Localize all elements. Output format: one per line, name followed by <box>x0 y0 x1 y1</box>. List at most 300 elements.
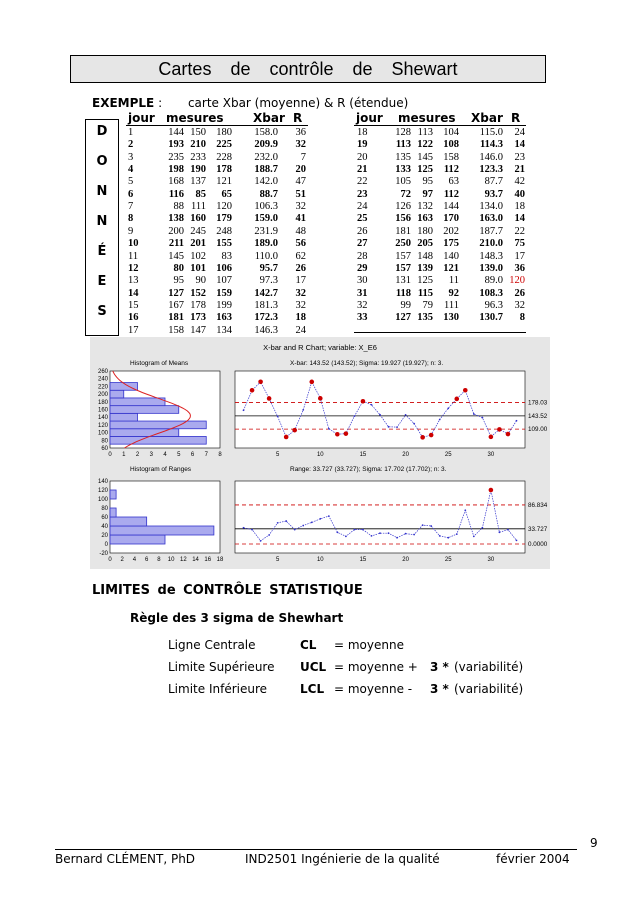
cell-m2: 97 <box>422 188 433 200</box>
hist-bar <box>110 490 116 499</box>
cell-m2: 163 <box>417 213 433 225</box>
cell-xbar: 159.0 <box>254 213 278 225</box>
data-point <box>413 534 415 536</box>
cell-r: 32 <box>295 287 306 299</box>
cell-m1: 200 <box>168 225 184 237</box>
cell-m1: 118 <box>395 287 411 299</box>
cell-xbar: 146.0 <box>479 151 503 163</box>
data-point <box>422 524 424 526</box>
hist-ytick-label: 260 <box>97 369 108 375</box>
cell-m3: 140 <box>443 250 459 262</box>
cell-xbar: 231.9 <box>254 225 278 237</box>
page-title: Cartes de contrôle de Shewart <box>70 55 546 83</box>
data-point <box>243 409 245 411</box>
control-chart-panel <box>90 337 550 569</box>
cell-m1: 127 <box>395 312 411 324</box>
cell-m1: 126 <box>395 201 411 213</box>
cell-m3: 121 <box>216 176 232 188</box>
hist-ytick-label: 120 <box>97 488 108 494</box>
hist-bar <box>110 390 124 398</box>
cell-xbar: 115.0 <box>479 127 503 138</box>
data-point <box>328 428 330 430</box>
hist-xtick-label: 5 <box>177 452 181 458</box>
hist-xtick-label: 12 <box>179 557 187 563</box>
cell-m1: 131 <box>395 275 411 287</box>
donnees-letter: O <box>96 154 108 169</box>
hist-means-title: Histogram of Means <box>130 360 189 367</box>
cell-m2: 205 <box>417 238 433 250</box>
chart-xtick-label: 15 <box>359 452 367 458</box>
out-of-control-point <box>489 488 494 493</box>
cell-jour: 20 <box>357 151 368 163</box>
hist-bar <box>110 517 147 526</box>
data-point <box>311 522 313 524</box>
cell-m1: 133 <box>395 164 411 176</box>
chart-xtick-label: 15 <box>359 557 367 563</box>
cell-m3: 178 <box>216 164 232 176</box>
cell-m3: 163 <box>216 312 232 324</box>
hist-bar <box>110 421 206 429</box>
hist-ytick-label: -20 <box>99 551 108 557</box>
cell-m1: 135 <box>395 151 411 163</box>
cell-m1: 156 <box>395 213 411 225</box>
out-of-control-point <box>454 397 459 402</box>
cell-m3: 134 <box>216 324 232 336</box>
data-point <box>260 540 262 542</box>
out-of-control-point <box>309 380 314 385</box>
cell-r: 22 <box>514 225 525 237</box>
cell-jour: 1 <box>128 127 134 138</box>
data-point <box>430 525 432 527</box>
cell-r: 40 <box>514 188 525 200</box>
chart-xtick-label: 20 <box>402 557 409 563</box>
cell-m2: 245 <box>190 225 206 237</box>
hist-xtick-label: 8 <box>157 557 161 563</box>
header-jour: jour <box>128 111 155 125</box>
hist-bar <box>110 406 179 414</box>
cell-jour: 26 <box>357 225 368 237</box>
data-point <box>336 531 338 533</box>
hist-ytick-label: 140 <box>97 479 108 485</box>
chart-xtick-label: 30 <box>487 452 495 458</box>
cell-m3: 199 <box>216 299 232 311</box>
cell-m1: 144 <box>168 127 184 138</box>
hist-xtick-label: 2 <box>135 452 140 458</box>
data-point <box>516 420 518 422</box>
cell-m1: 95 <box>173 275 184 287</box>
out-of-control-point <box>267 396 272 401</box>
cell-r: 42 <box>514 176 525 188</box>
cell-m3: 158 <box>443 151 459 163</box>
limits-title: LIMITES de CONTRÔLE STATISTIQUE <box>92 583 363 598</box>
data-point <box>405 414 407 416</box>
hist-ytick-label: 120 <box>97 422 108 429</box>
cell-m1: 113 <box>395 139 411 151</box>
limit-formula_a: = moyenne + <box>334 660 418 674</box>
limit-name: Limite Inférieure <box>168 682 268 696</box>
donnees-letter: N <box>96 184 108 199</box>
data-point <box>447 407 449 409</box>
cell-jour: 31 <box>357 287 368 299</box>
cell-xbar: 139.0 <box>479 262 503 274</box>
cell-r: 26 <box>295 262 306 274</box>
cell-r: 17 <box>295 275 306 287</box>
cell-r: 7 <box>300 151 306 163</box>
cell-jour: 24 <box>357 201 368 213</box>
cell-r: 41 <box>295 213 306 225</box>
cell-xbar: 88.7 <box>259 188 278 200</box>
data-point <box>328 515 330 517</box>
cell-jour: 22 <box>357 176 368 188</box>
hist-ytick-label: 160 <box>97 407 108 414</box>
hist-ytick-label: 40 <box>101 524 108 530</box>
data-point <box>516 540 518 542</box>
limit-formula_a: = moyenne <box>334 638 404 652</box>
cell-xbar: 134.0 <box>479 201 503 213</box>
out-of-control-point <box>429 433 434 438</box>
cell-m2: 152 <box>190 287 206 299</box>
out-of-control-point <box>463 388 468 393</box>
data-point <box>396 426 398 428</box>
header-jour: jour <box>356 111 383 125</box>
hist-xtick-label: 8 <box>218 452 222 458</box>
cell-r: 36 <box>295 127 306 138</box>
data-point <box>439 535 441 537</box>
cell-jour: 5 <box>128 176 134 188</box>
cell-m3: 112 <box>443 164 459 176</box>
cell-xbar: 188.7 <box>254 164 278 176</box>
cell-xbar: 158.0 <box>254 127 278 138</box>
cell-m2: 145 <box>417 151 433 163</box>
cell-m1: 138 <box>168 213 184 225</box>
cell-xbar: 95.7 <box>259 262 278 274</box>
cell-m1: 80 <box>173 262 184 274</box>
cell-m2: 132 <box>417 201 433 213</box>
xbar-subtitle: X-bar: 143.52 (143.52); Sigma: 19.927 (19.927); n: 3. <box>290 360 444 367</box>
hist-xtick-label: 4 <box>163 452 167 458</box>
cell-m2: 147 <box>190 324 206 336</box>
cell-jour: 8 <box>128 213 134 225</box>
hist-ytick-label: 240 <box>97 376 108 383</box>
rule-title: Règle des 3 sigma de Shewhart <box>130 611 344 625</box>
cell-m1: 193 <box>168 139 184 151</box>
table-row <box>357 311 527 325</box>
cell-m1: 235 <box>168 151 184 163</box>
cell-m1: 88 <box>173 201 184 213</box>
donnees-box <box>85 119 119 336</box>
cell-m1: 157 <box>395 250 411 262</box>
hist-ytick-label: 100 <box>97 430 108 437</box>
hist-ytick-label: 60 <box>101 515 108 521</box>
cell-m1: 167 <box>168 299 184 311</box>
cell-r: 62 <box>295 250 306 262</box>
cell-m1: 145 <box>168 250 184 262</box>
cell-jour: 30 <box>357 275 368 287</box>
limit-k: 3 * <box>430 660 449 674</box>
cell-jour: 29 <box>357 262 368 274</box>
cell-m1: 99 <box>400 299 411 311</box>
hist-ytick-label: 20 <box>101 533 108 539</box>
data-point <box>379 532 381 534</box>
hist-xtick-label: 0 <box>108 452 112 458</box>
limit-k: 3 * <box>430 682 449 696</box>
cell-m2: 137 <box>190 176 206 188</box>
cell-m2: 201 <box>190 238 206 250</box>
cell-jour: 13 <box>128 275 139 287</box>
chart-xtick-label: 10 <box>316 452 324 458</box>
cell-m2: 85 <box>195 188 206 200</box>
out-of-control-point <box>292 428 297 433</box>
cell-jour: 4 <box>128 164 134 176</box>
cell-m2: 160 <box>190 213 206 225</box>
cell-jour: 3 <box>128 151 134 163</box>
hist-bar <box>110 436 206 444</box>
out-of-control-point <box>361 399 366 404</box>
limit-value-label: 109.00 <box>528 426 548 434</box>
cell-xbar: 142.7 <box>254 287 278 299</box>
cell-m3: 111 <box>444 299 459 311</box>
cell-jour: 25 <box>357 213 368 225</box>
cell-m3: 112 <box>443 188 459 200</box>
cell-xbar: 210.0 <box>479 238 503 250</box>
data-point <box>294 529 296 531</box>
data-point <box>499 531 501 533</box>
cell-xbar: 96.3 <box>484 299 503 311</box>
cell-xbar: 89.0 <box>484 275 503 287</box>
cell-xbar: 148.3 <box>479 250 503 262</box>
data-point <box>456 533 458 535</box>
cell-m3: 248 <box>216 225 232 237</box>
hist-xtick-label: 6 <box>190 452 195 458</box>
cell-m2: 150 <box>190 127 206 138</box>
hist-bar <box>110 508 116 517</box>
hist-bar <box>110 535 165 544</box>
header-r: R <box>293 111 303 125</box>
cell-r: 14 <box>514 213 525 225</box>
cell-r: 17 <box>514 250 525 262</box>
hist-bar <box>110 526 214 535</box>
cell-m1: 127 <box>168 287 184 299</box>
chart-xtick-label: 25 <box>444 557 452 563</box>
cell-jour: 17 <box>128 324 139 336</box>
data-point <box>388 532 390 534</box>
cell-m2: 139 <box>417 262 433 274</box>
cell-m3: 170 <box>443 213 459 225</box>
cell-m3: 104 <box>443 127 459 138</box>
cell-r: 36 <box>514 262 525 274</box>
cell-m2: 190 <box>190 164 206 176</box>
table-end-rule <box>354 332 526 333</box>
cell-r: 20 <box>295 164 306 176</box>
cell-r: 32 <box>295 299 306 311</box>
data-point <box>319 518 321 520</box>
hist-xtick-label: 10 <box>167 557 175 563</box>
cell-m2: 122 <box>417 139 433 151</box>
cell-r: 56 <box>295 238 306 250</box>
cell-jour: 6 <box>128 188 134 200</box>
cell-r: 21 <box>514 164 525 176</box>
out-of-control-point <box>420 435 425 440</box>
cell-m3: 106 <box>216 262 232 274</box>
donnees-letter: N <box>96 214 108 229</box>
cell-m3: 83 <box>221 250 232 262</box>
data-point <box>354 529 356 531</box>
data-point <box>405 533 407 535</box>
example-text: carte Xbar (moyenne) & R (étendue) <box>187 96 409 110</box>
cell-xbar: 146.3 <box>254 324 278 336</box>
cell-r: 26 <box>514 287 525 299</box>
cell-m3: 225 <box>216 139 232 151</box>
out-of-control-point <box>250 388 255 393</box>
cell-xbar: 142.0 <box>254 176 278 188</box>
cell-jour: 10 <box>128 238 139 250</box>
footer-rule <box>55 849 577 850</box>
cell-m2: 210 <box>190 139 206 151</box>
footer-date: février 2004 <box>496 852 570 866</box>
cell-m3: 121 <box>443 262 459 274</box>
cell-r: 32 <box>295 139 306 151</box>
data-point <box>371 404 373 406</box>
hist-xtick-label: 6 <box>144 557 149 563</box>
cell-m1: 198 <box>168 164 184 176</box>
header-mesures: mesures <box>398 111 456 125</box>
cell-m2: 113 <box>417 127 433 138</box>
cell-m1: 157 <box>395 262 411 274</box>
data-point <box>388 426 390 428</box>
hist-ytick-label: 220 <box>97 384 108 391</box>
limit-value-label: 33.727 <box>528 525 548 533</box>
donnees-letter: E <box>97 274 107 289</box>
cell-jour: 9 <box>128 225 134 237</box>
cell-xbar: 110.0 <box>254 250 278 262</box>
control-plot-area <box>235 371 525 448</box>
example-label: EXEMPLE <box>92 96 155 110</box>
chart-xtick-label: 10 <box>316 557 324 563</box>
hist-xtick-label: 18 <box>216 557 224 563</box>
cell-m3: 120 <box>216 201 232 213</box>
hist-xtick-label: 14 <box>192 557 199 563</box>
hist-ytick-label: 80 <box>101 506 108 512</box>
cell-m2: 115 <box>417 287 433 299</box>
cell-m2: 102 <box>190 250 206 262</box>
cell-m2: 233 <box>190 151 206 163</box>
chart-xtick-label: 25 <box>444 452 452 458</box>
data-point <box>277 416 279 418</box>
cell-jour: 11 <box>128 250 139 262</box>
cell-xbar: 172.3 <box>254 312 278 324</box>
cell-m3: 108 <box>443 139 459 151</box>
data-point <box>447 537 449 539</box>
cell-m1: 116 <box>168 188 184 200</box>
data-point <box>268 534 270 536</box>
cell-jour: 21 <box>357 164 368 176</box>
cell-m3: 130 <box>443 312 459 324</box>
cell-xbar: 123.3 <box>479 164 503 176</box>
limit-value-label: 86.834 <box>528 501 548 509</box>
cell-m1: 158 <box>168 324 184 336</box>
limit-abbr: CL <box>300 638 317 652</box>
hist-ytick-label: 100 <box>97 497 108 503</box>
hist-ytick-label: 60 <box>101 446 108 452</box>
cell-m3: 180 <box>216 127 232 138</box>
cell-r: 8 <box>519 312 525 324</box>
cell-m2: 173 <box>190 312 206 324</box>
data-point <box>379 414 381 416</box>
cell-m3: 92 <box>448 287 459 299</box>
out-of-control-point <box>344 431 349 436</box>
limit-abbr: LCL <box>300 682 325 696</box>
cell-m3: 175 <box>443 238 459 250</box>
chart-title: X-bar and R Chart; variable: X_E6 <box>263 343 377 352</box>
limit-name: Ligne Centrale <box>168 638 256 652</box>
header-xbar: Xbar <box>253 111 285 125</box>
cell-xbar: 114.3 <box>479 139 503 151</box>
page-number: 9 <box>590 836 598 850</box>
cell-m3: 159 <box>216 287 232 299</box>
data-point <box>413 423 415 425</box>
chart-xtick-label: 5 <box>275 557 280 563</box>
cell-xbar: 163.0 <box>479 213 503 225</box>
data-point <box>464 509 466 511</box>
hist-ytick-label: 180 <box>97 399 108 406</box>
cell-m2: 95 <box>422 176 433 188</box>
cell-r: 24 <box>295 324 306 336</box>
cell-m1: 72 <box>400 188 411 200</box>
data-point <box>302 409 304 411</box>
cell-m2: 180 <box>417 225 433 237</box>
cell-jour: 2 <box>128 139 134 151</box>
cell-xbar: 87.7 <box>484 176 503 188</box>
out-of-control-point <box>335 432 340 437</box>
donnees-letter: S <box>97 304 107 319</box>
data-point <box>481 417 483 419</box>
cell-m1: 128 <box>395 127 411 138</box>
cell-jour: 28 <box>357 250 368 262</box>
cell-m3: 179 <box>216 213 232 225</box>
cell-jour: 16 <box>128 312 139 324</box>
cell-jour: 14 <box>128 287 139 299</box>
hist-bar <box>110 398 165 406</box>
hist-xtick-label: 7 <box>204 452 208 458</box>
data-point <box>302 525 304 527</box>
cell-xbar: 97.3 <box>259 275 278 287</box>
hist-xtick-label: 16 <box>204 557 212 563</box>
data-point <box>481 527 483 529</box>
cell-m1: 105 <box>395 176 411 188</box>
out-of-control-point <box>506 432 511 437</box>
cell-xbar: 189.0 <box>254 238 278 250</box>
data-point <box>473 535 475 537</box>
cell-m3: 65 <box>221 188 232 200</box>
hist-xtick-label: 0 <box>108 557 112 563</box>
cell-m2: 178 <box>190 299 206 311</box>
header-xbar: Xbar <box>471 111 503 125</box>
cell-r: 51 <box>295 188 306 200</box>
limit-value-label: 178.03 <box>528 399 548 407</box>
cell-r: 14 <box>514 139 525 151</box>
cell-m2: 79 <box>422 299 433 311</box>
cell-r: 18 <box>295 312 306 324</box>
cell-jour: 19 <box>357 139 368 151</box>
cell-xbar: 187.7 <box>479 225 503 237</box>
cell-jour: 15 <box>128 299 139 311</box>
hist-ranges-title: Histogram of Ranges <box>130 466 192 473</box>
cell-m3: 228 <box>216 151 232 163</box>
cell-m2: 90 <box>195 275 206 287</box>
footer-course: IND2501 Ingénierie de la qualité <box>245 852 440 866</box>
cell-jour: 33 <box>357 312 368 324</box>
cell-jour: 23 <box>357 188 368 200</box>
